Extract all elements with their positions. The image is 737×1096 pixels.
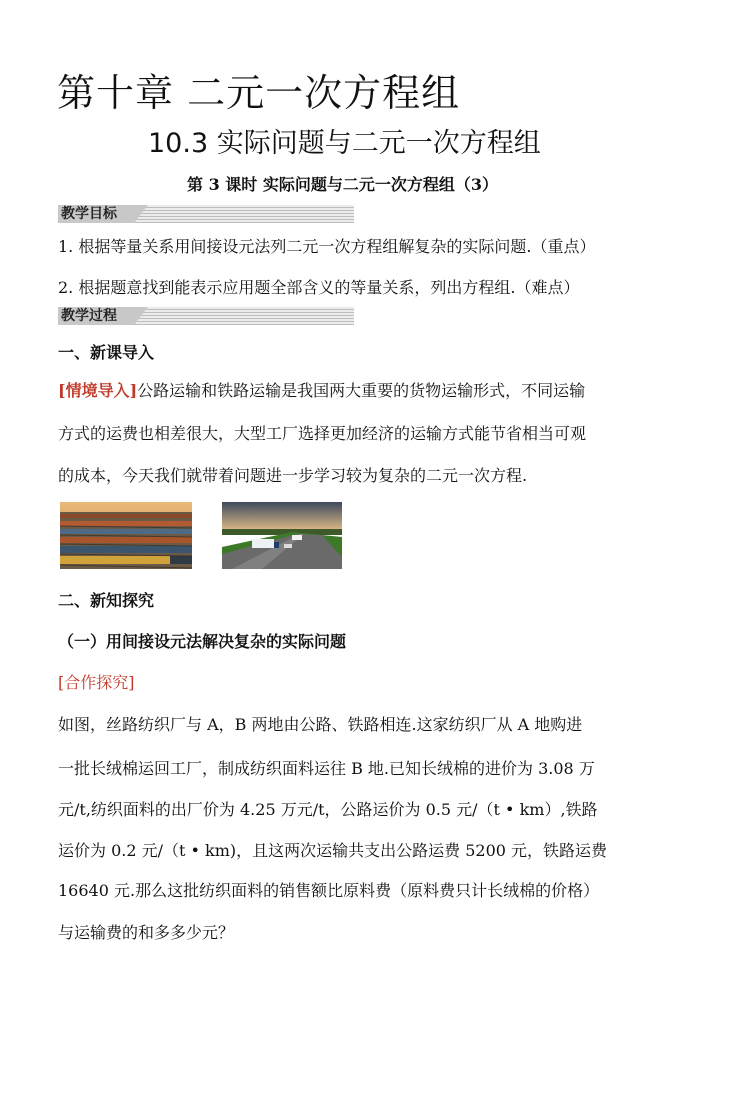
problem-line-3: 元/t,纺织面料的出厂价为 4.25 万元/t，公路运价为 0.5 元/（t • km）,铁路 — [58, 800, 598, 819]
intro-line-3: 的成本，今天我们就带着问题进一步学习较为复杂的二元一次方程. — [58, 466, 528, 485]
teaching-process-bar — [58, 307, 354, 325]
intro-text-1: 公路运输和铁路运输是我国两大重要的货物运输形式，不同运输 — [137, 381, 586, 400]
teaching-goals-label: 教学目标 — [58, 205, 134, 223]
explore-heading: 二、新知探究 — [58, 591, 155, 610]
highway-photo — [222, 502, 342, 569]
explore-subheading: （一）用间接设元法解决复杂的实际问题 — [58, 632, 347, 651]
chapter-title: 第十章 二元一次方程组 — [57, 71, 461, 115]
problem-line-5: 16640 元.那么这批纺织面料的销售额比原料费（原料费只计长绒棉的价格） — [58, 881, 600, 900]
goal-item-1: 1. 根据等量关系用间接设元法列二元一次方程组解复杂的实际问题.（重点） — [58, 237, 596, 256]
explore-tag: [合作探究] — [58, 673, 135, 692]
intro-line-2: 方式的运费也相差很大，大型工厂选择更加经济的运输方式能节省相当可观 — [58, 424, 587, 443]
railway-photo — [60, 502, 192, 569]
intro-tag: [情境导入] — [58, 381, 138, 400]
problem-line-6: 与运输费的和多多少元？ — [58, 923, 235, 942]
problem-line-2: 一批长绒棉运回工厂，制成纺织面料运往 B 地.已知长绒棉的进价为 3.08 万 — [58, 759, 595, 778]
intro-line-1 — [58, 378, 585, 401]
problem-line-1: 如图，丝路纺织厂与 A，B 两地由公路、铁路相连.这家纺织厂从 A 地购进 — [58, 715, 583, 734]
section-title: 10.3 实际问题与二元一次方程组 — [148, 128, 541, 159]
teaching-process-label: 教学过程 — [58, 307, 134, 325]
lesson-title: 第 3 课时 实际问题与二元一次方程组（3） — [187, 175, 498, 194]
problem-line-4: 运价为 0.2 元/（t • km)，且这两次运输共支出公路运费 5200 元，铁路运费 — [58, 841, 608, 860]
goal-item-2: 2. 根据题意找到能表示应用题全部含义的等量关系，列出方程组.（难点） — [58, 278, 580, 297]
teaching-goals-bar — [58, 205, 354, 223]
intro-heading: 一、新课导入 — [58, 343, 155, 362]
